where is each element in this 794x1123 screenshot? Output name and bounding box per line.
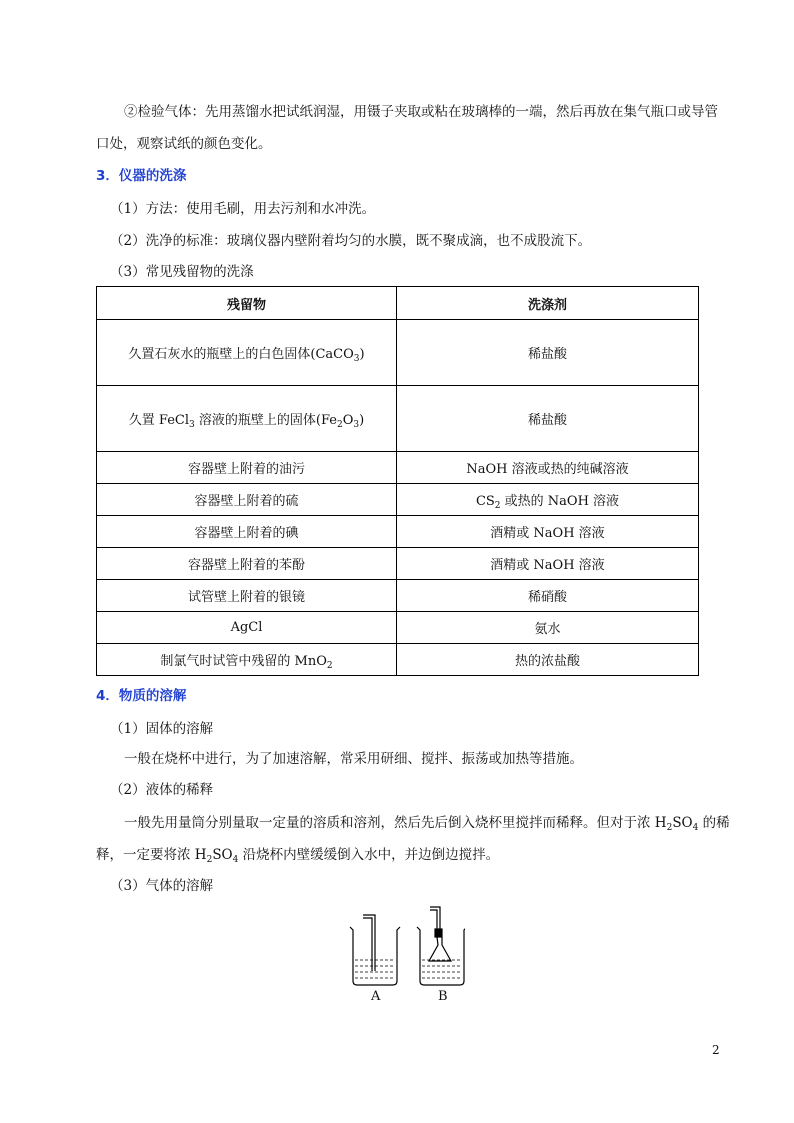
table-cell-residue: 久置石灰水的瓶壁上的白色固体(CaCO$_3$): [97, 320, 397, 386]
table-row: [97, 484, 699, 516]
section-3-item-3: （3）常见残留物的洗涤: [110, 264, 254, 280]
table-header-row: [97, 287, 699, 320]
table-cell-detergent: 热的浓盐酸: [397, 644, 699, 676]
intro-line-2: 口处，观察试纸的颜色变化。: [96, 136, 272, 152]
section-4-item-1: （1）固体的溶解: [110, 721, 214, 737]
table-cell-residue: 容器壁上附着的苯酚: [97, 548, 397, 580]
table-cell-detergent: 稀盐酸: [397, 386, 699, 452]
section-4-title: 4．物质的溶解: [96, 688, 187, 704]
table-cell-residue: AgCl: [97, 612, 397, 644]
figure-label-a: A: [371, 989, 381, 1004]
table-row: [97, 580, 699, 612]
intro-line-1: ②检验气体：先用蒸馏水把试纸润湿，用镊子夹取或粘在玻璃棒的一端，然后再放在集气瓶口或导管: [124, 104, 718, 120]
table-row: [97, 644, 699, 676]
table-header-residue: 残留物: [97, 287, 397, 320]
table-row: [97, 548, 699, 580]
table-row: [97, 612, 699, 644]
beaker-b-funnel: [429, 907, 451, 961]
table-cell-detergent: 氨水: [397, 612, 699, 644]
table-cell-residue: 容器壁上附着的碘: [97, 516, 397, 548]
section-4-item-2: （2）液体的稀释: [110, 782, 214, 798]
section-4-item-1-text: 一般在烧杯中进行，为了加速溶解，常采用研细、搅拌、振荡或加热等措施。: [124, 751, 583, 767]
table-cell-detergent: NaOH 溶液或热的纯碱溶液: [397, 452, 699, 484]
table-cell-detergent: 稀硝酸: [397, 580, 699, 612]
section-4-item-2-text-line-2: 释，一定要将浓 $H_2SO_4$ 沿烧杯内壁缓缓倒入水中，并边倒边搅拌。: [96, 847, 500, 865]
section-4-item-2-text-line-1: 一般先用量筒分别量取一定量的溶质和溶剂，然后先后倒入烧杯里搅拌而稀释。但对于浓 $H_2SO_4$ 的稀: [124, 815, 730, 833]
table-cell-residue: 久置 FeCl$_3$ 溶液的瓶壁上的固体$(Fe_2O_3)$: [97, 386, 397, 452]
page-number: 2: [712, 1043, 720, 1057]
section-3-title: 3．仪器的洗涤: [96, 168, 187, 184]
table-row: [97, 320, 699, 386]
table-cell-detergent: 稀盐酸: [397, 320, 699, 386]
beaker-a-tube: [363, 915, 375, 971]
table-cell-residue: 容器壁上附着的油污: [97, 452, 397, 484]
table-cell-residue: 试管壁上附着的银镜: [97, 580, 397, 612]
section-4-item-3: （3）气体的溶解: [110, 878, 214, 894]
section-3-item-2: （2）洗净的标准：玻璃仪器内壁附着均匀的水膜，既不聚成滴，也不成股流下。: [110, 233, 592, 249]
table-header-detergent: 洗涤剂: [397, 287, 699, 320]
section-3-item-1: （1）方法：使用毛刷，用去污剂和水冲洗。: [110, 201, 376, 217]
table-row: [97, 386, 699, 452]
table-cell-detergent: 酒精或 NaOH 溶液: [397, 548, 699, 580]
table-row: [97, 516, 699, 548]
gas-dissolving-figure: [345, 905, 465, 1009]
table-cell-residue: 制氯气时试管中残留的 MnO$_2$: [97, 644, 397, 676]
figure-label-b: B: [438, 989, 448, 1004]
table-cell-residue: 容器壁上附着的硫: [97, 484, 397, 516]
table-cell-detergent: 酒精或 NaOH 溶液: [397, 516, 699, 548]
beaker-b-liquid: [422, 960, 462, 978]
table-row: [97, 452, 699, 484]
table-cell-detergent: $CS_2$ 或热的 NaOH 溶液: [397, 484, 699, 516]
residue-washing-table: [96, 286, 699, 676]
